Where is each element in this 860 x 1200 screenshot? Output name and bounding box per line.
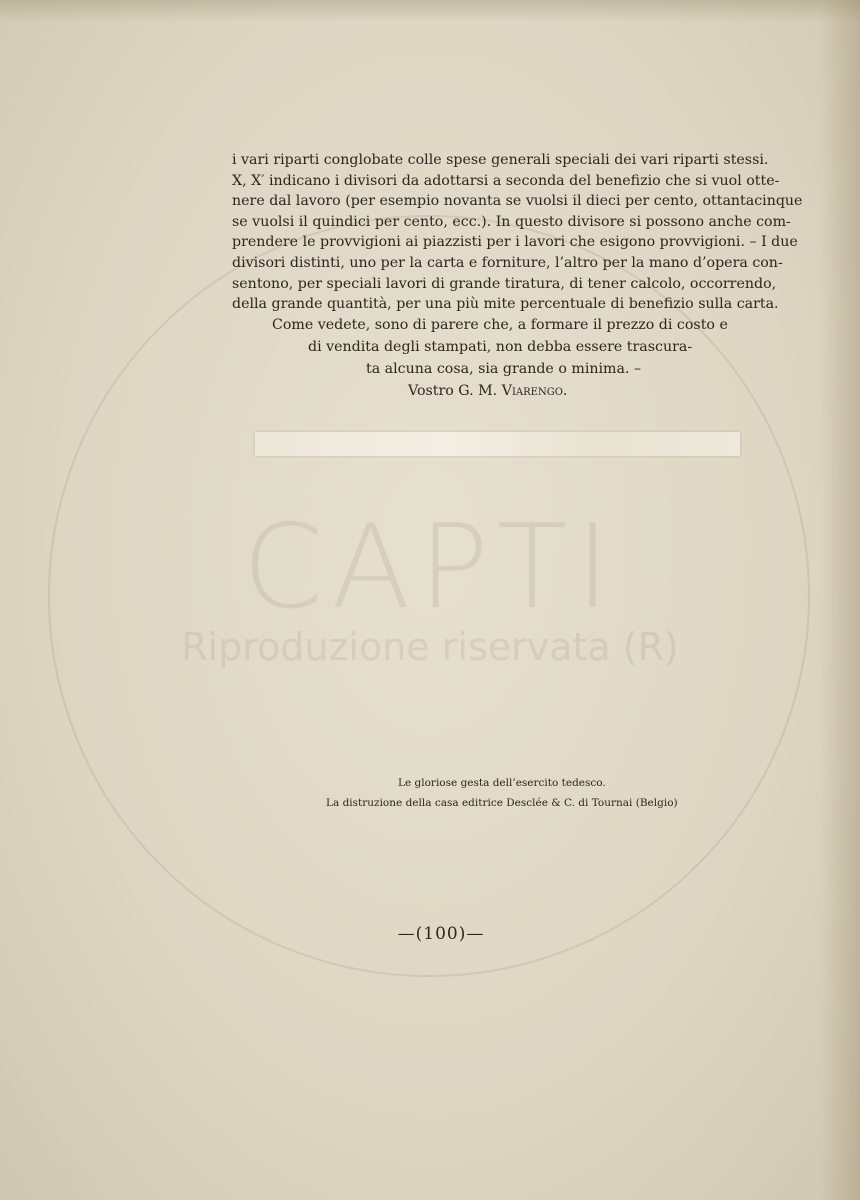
closing-line: ta alcuna cosa, sia grande o minima. – <box>366 361 642 377</box>
page-number: —(100)— <box>397 924 485 944</box>
closing-line: di vendita degli stampati, non debba essere trascura- <box>308 339 693 355</box>
caption-line-2: La distruzione della casa editrice Desclée & C. di Tournai (Belgio) <box>326 797 678 809</box>
caption-line-1: Le gloriose gesta dell’esercito tedesco. <box>398 777 606 789</box>
signature-surname: Viarengo. <box>501 383 568 399</box>
paragraph-line: della grande quantità, per una più mite percentuale di benefizio sulla carta. <box>232 296 779 313</box>
page-top-shadow <box>0 0 860 22</box>
photo-strip <box>255 432 740 456</box>
signature-prefix: Vostro G. M. <box>408 383 502 399</box>
watermark-title: CAPTI <box>242 500 618 635</box>
paragraph-line: i vari riparti conglobate colle spese generali speciali dei vari riparti stessi. <box>232 152 769 168</box>
paragraph-line: divisori distinti, uno per la carta e forniture, l’altro per la mano d’opera con- <box>232 254 783 271</box>
paragraph-line: prendere le provvigioni ai piazzisti per i lavori che esigono provvigioni. – I due <box>232 234 798 251</box>
photo-caption <box>0 773 860 813</box>
watermark-subtitle: Riproduzione riservata (R) <box>181 625 679 669</box>
paragraph-line: nere dal lavoro (per esempio novanta se vuolsi il dieci per cento, ottantacinque <box>232 193 803 210</box>
closing-line: Come vedete, sono di parere che, a formare il prezzo di costo e <box>272 317 728 333</box>
signature <box>232 380 756 402</box>
body-paragraph <box>232 150 803 315</box>
closing-block <box>232 314 756 402</box>
paragraph-line: se vuolsi il quindici per cento, ecc.). In questo divisore si possono anche com- <box>232 213 791 230</box>
paragraph-line: sentono, per speciali lavori di grande tiratura, di tener calcolo, occorrendo, <box>232 275 777 292</box>
paragraph-line: X, X′ indicano i divisori da adottarsi a seconda del benefizio che si vuol otte- <box>232 172 780 189</box>
